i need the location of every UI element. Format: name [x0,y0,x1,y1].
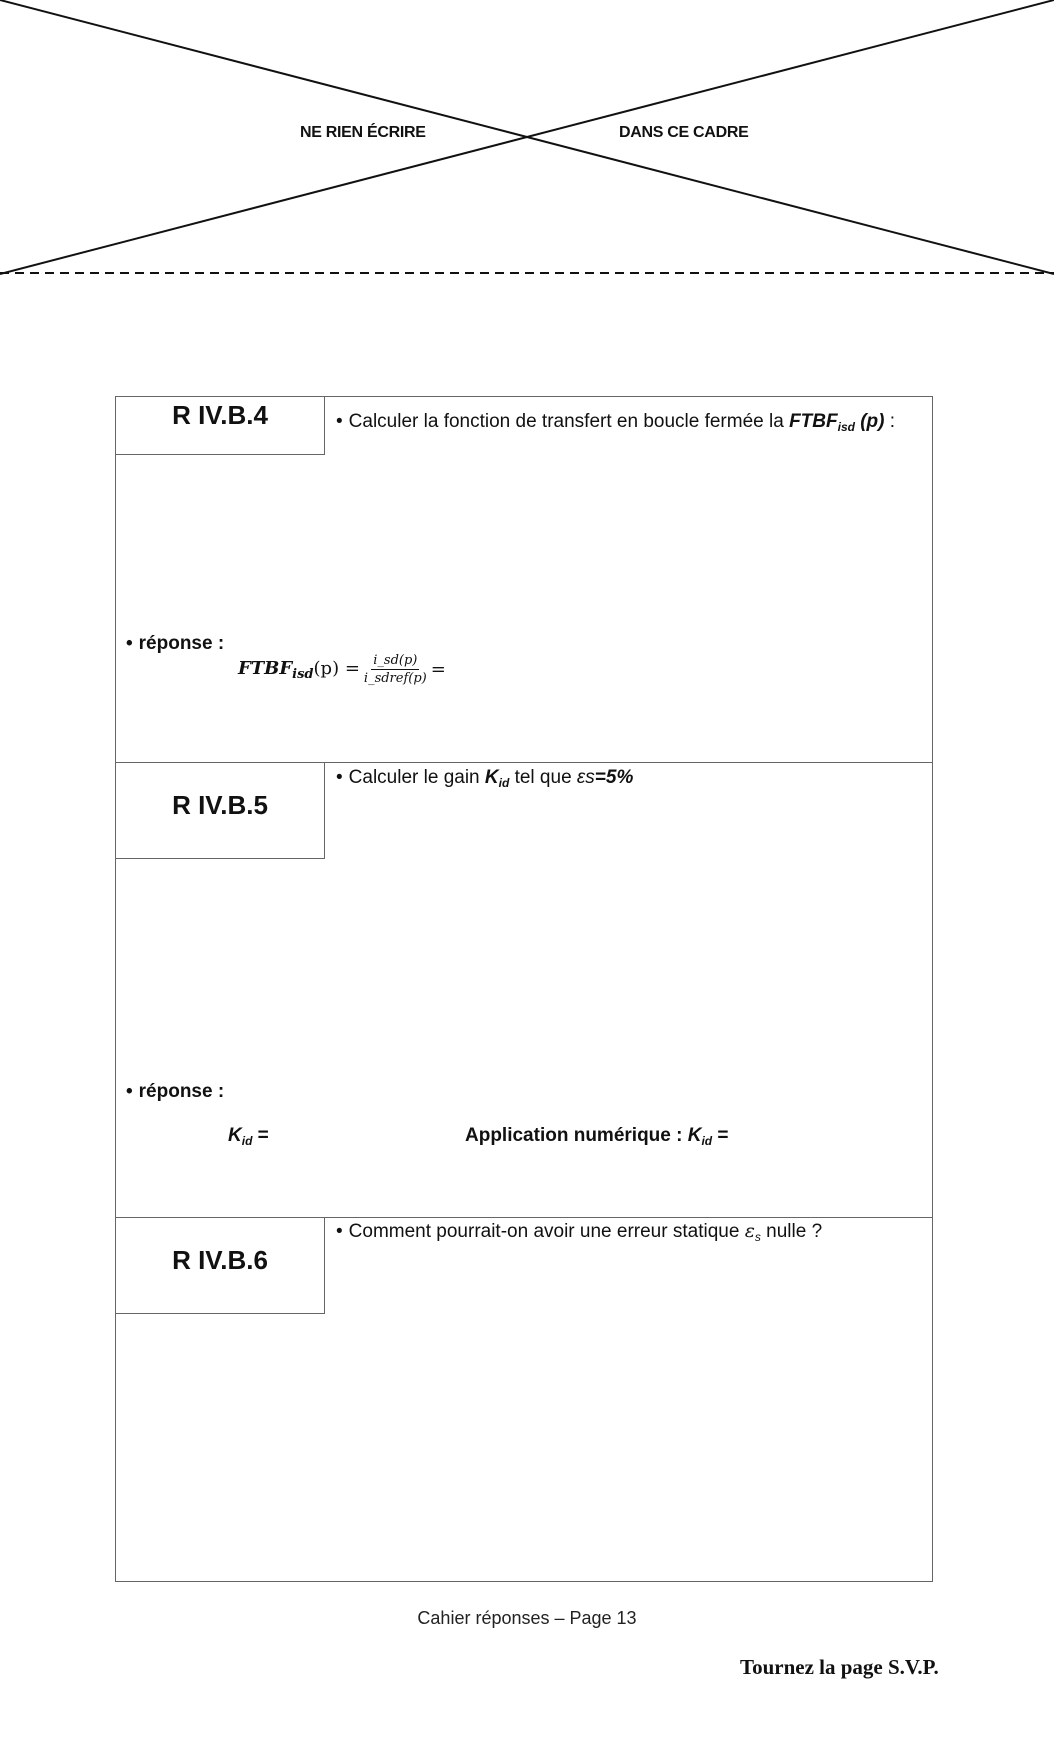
question-label: R IV.B.5 [116,763,325,859]
reponse-label: • réponse : [126,633,225,654]
turn-page-note: Tournez la page S.V.P. [740,1655,939,1679]
reponse-label: • réponse : [126,1081,225,1102]
answer-sheet [115,396,933,1582]
page-footer: Cahier réponses – Page 13 [417,1608,637,1628]
no-write-zone-cross [0,0,1054,280]
question-section-rivb4 [116,397,932,763]
question-prompt: • Comment pourrait-on avoir une erreur statique $\varepsilon_s$ nulle ? [336,1220,823,1244]
question-section-rivb5 [116,763,932,1218]
no-write-text-right: DANS CE CADRE [619,124,749,141]
question-label: R IV.B.4 [116,397,325,455]
bullet-icon: • [336,1221,343,1242]
application-numerique-line: Application numérique : $K_{id}$ = [465,1125,729,1148]
no-write-text-left: NE RIEN ÉCRIRE [300,124,426,141]
question-section-rivb6 [116,1218,932,1582]
ftbf-formula: $FTBF_{isd}(p)$ = $\frac{i\_sd(p)}{\text{i\_sdref(p)}}$ = [238,653,446,686]
bullet-icon: • [126,633,133,654]
ftbf-fraction: $\frac{i\_sd(p)}{\text{i\_sdref(p)}}$ [363,653,427,686]
bullet-icon: • [336,411,343,432]
question-label: R IV.B.6 [116,1218,325,1314]
bullet-icon: • [336,767,343,788]
bullet-icon: • [126,1081,133,1102]
kid-answer-line: $K_{id}$ = [228,1125,269,1148]
question-prompt: • Calculer la fonction de transfert en boucle fermée la $FTBF_{isd}$ (p) : [336,411,896,434]
question-prompt: • Calculer le gain $K_{id}$ tel que εs=5% [336,767,634,790]
